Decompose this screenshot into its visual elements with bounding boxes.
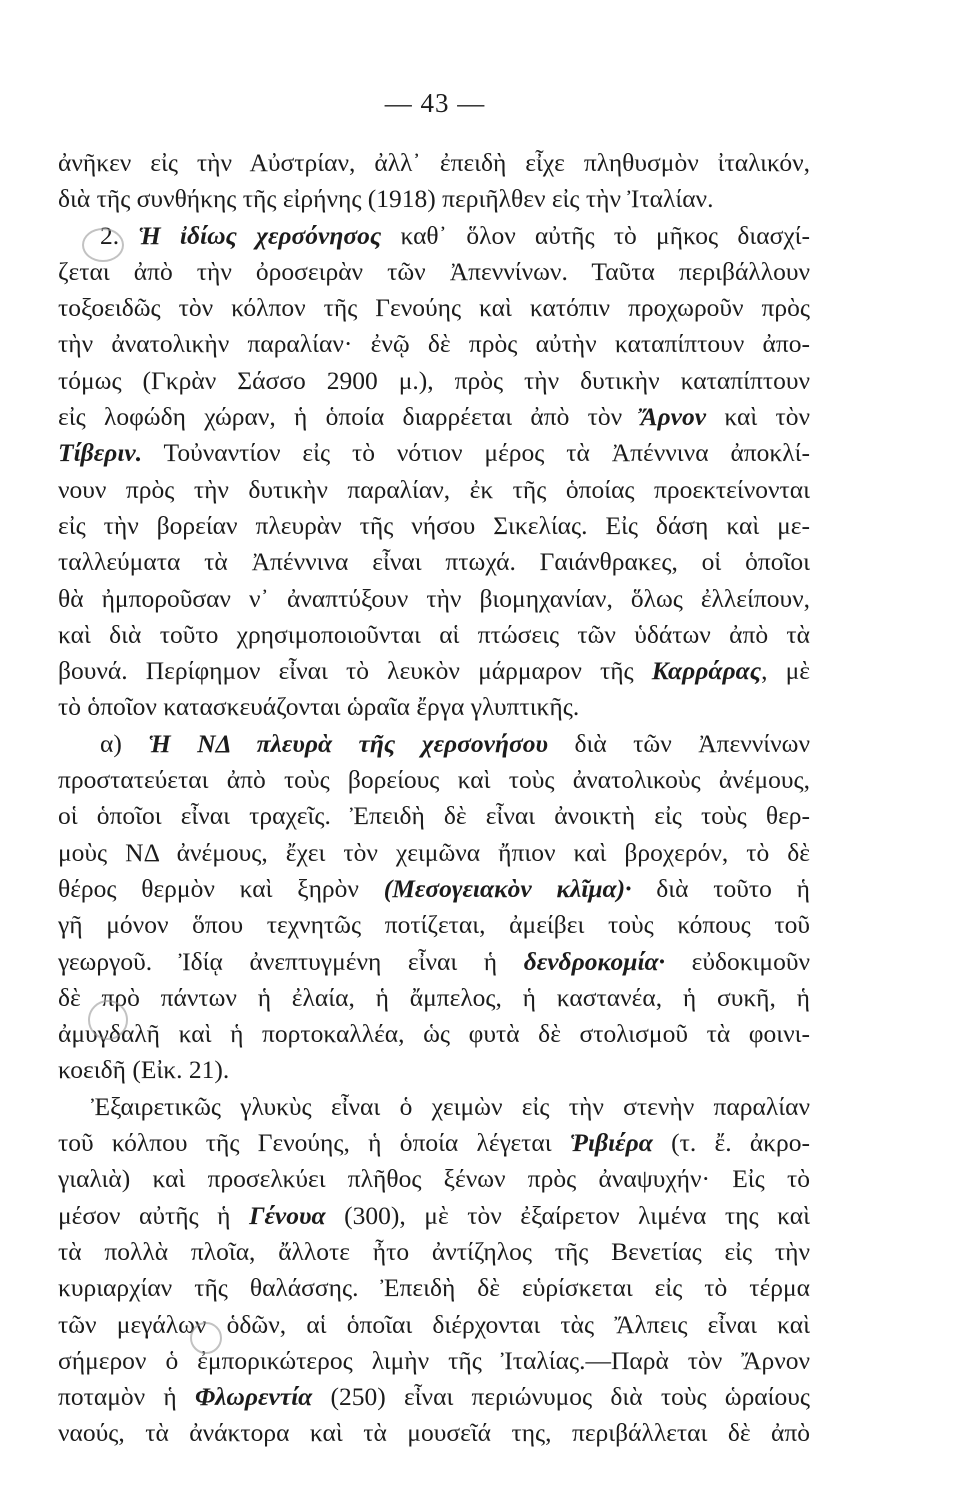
- pencil-mark-circle: [88, 1000, 128, 1040]
- text-run: καὶ διὰ τοῦτο χρησιμοποιοῦνται αἱ πτώσεις τῶν ὑδάτων ἀπὸ τὰ: [58, 619, 810, 649]
- text-line: [58, 472, 810, 508]
- text-line: [58, 1016, 810, 1052]
- text-line: [58, 1343, 810, 1379]
- emphasized-term: (Μεσογειακὸν κλῖμα)·: [383, 873, 632, 903]
- text-run: τοῦ κόλπου τῆς Γενούης, ἡ ὁποία λέγεται: [58, 1128, 570, 1158]
- text-run: δὲ πρὸ πάντων ἡ ἐλαία, ἡ ἄμπελος, ἡ καστανέα, ἡ συκῆ, ἡ: [58, 982, 810, 1012]
- text-line: [58, 762, 810, 798]
- text-line: [58, 1089, 810, 1125]
- emphasized-term: Ἡ ΝΔ πλευρὰ τῆς χερσονήσου: [148, 728, 548, 758]
- text-run: Ἐξαιρετικῶς γλυκὺς εἶναι ὁ χειμὼν εἰς τὴν στενὴν παραλίαν: [91, 1091, 810, 1121]
- text-run: εἰς τὴν βορείαν πλευρὰν τῆς νήσου Σικελίας. Εἰς δάση καὶ με-: [58, 510, 810, 540]
- text-line: [58, 1125, 810, 1161]
- text-run: θέρος θερμὸν καὶ ξηρὸν: [58, 873, 384, 903]
- text-run: ταλλεύματα τὰ Ἀπέννινα εἶναι πτωχά. Γαιάνθρακες, οἱ ὁποῖοι: [58, 547, 810, 577]
- text-run: (τ. ἔ. ἀκρο-: [652, 1128, 810, 1158]
- text-line: [58, 1198, 810, 1234]
- text-run: διὰ τῶν Ἀπεννίνων: [547, 728, 810, 758]
- text-run: Τοὐναντίον εἰς τὸ νότιον μέρος τὰ Ἀπέννινα ἀποκλί-: [142, 438, 810, 468]
- pencil-mark-circle: [190, 1322, 222, 1354]
- text-run: οἱ ὁποῖοι εἶναι τραχεῖς. Ἐπειδὴ δὲ εἶναι ἀνοικτὴ εἰς τοὺς θερ-: [58, 801, 810, 831]
- text-line: [58, 218, 810, 254]
- emphasized-term: Ἡ ἰδίως χερσόνησος: [138, 220, 382, 250]
- text-line: [58, 798, 810, 834]
- text-run: τοξοειδῶς τὸν κόλπον τῆς Γενούης καὶ κατόπιν προχωροῦν πρὸς: [58, 293, 810, 323]
- text-line: [58, 1307, 810, 1343]
- text-line: [58, 1052, 810, 1088]
- text-line: [58, 544, 810, 580]
- emphasized-term: Ἄρνον: [640, 402, 707, 432]
- text-line: [58, 617, 810, 653]
- text-line: [58, 689, 810, 725]
- text-run: θὰ ἠμποροῦσαν ν᾿ ἀναπτύξουν τὴν βιομηχανίαν, ὅλως ἐλλείπουν,: [58, 583, 810, 613]
- text-line: [58, 1379, 810, 1415]
- text-run: τῶν μεγάλων ὁδῶν, αἱ ὁποῖαι διέρχονται τὰς Ἄλπεις εἶναι καὶ: [58, 1309, 810, 1339]
- text-line: [58, 363, 810, 399]
- text-line: [58, 871, 810, 907]
- text-line: [58, 181, 810, 217]
- text-run: , μὲ: [761, 656, 810, 686]
- text-run: καθ᾿ ὅλον αὐτῆς τὸ μῆκος διασχί-: [381, 220, 810, 250]
- text-run: (300), μὲ τὸν ἐξαίρετον λιμένα της καὶ: [325, 1200, 810, 1230]
- pencil-mark-circle: [82, 228, 124, 262]
- text-run: γεωργοῦ. Ἰδίᾳ ἀνεπτυγμένη εἶναι ἡ: [58, 946, 524, 976]
- text-line: [58, 581, 810, 617]
- text-run: τὸ ὁποῖον κατασκευάζονται ὡραῖα ἔργα γλυπτικῆς.: [58, 692, 580, 722]
- text-run: α): [100, 728, 149, 758]
- text-line: [58, 508, 810, 544]
- text-run: 2.: [100, 220, 139, 250]
- text-run: ποταμὸν ἡ: [58, 1382, 195, 1412]
- text-run: διὰ τῆς συνθήκης τῆς εἰρήνης (1918) περιῆλθεν εἰς τὴν Ἰταλίαν.: [58, 184, 714, 214]
- emphasized-term: Φλωρεντία: [194, 1382, 313, 1412]
- text-run: σήμερον ὁ ἐμπορικώτερος λιμὴν τῆς Ἰταλίας.—Παρὰ τὸν Ἄρνον: [58, 1345, 810, 1375]
- text-run: διὰ τοῦτο ἡ: [631, 873, 810, 903]
- text-line: [58, 145, 810, 181]
- text-line: [58, 1270, 810, 1306]
- text-run: μέσον αὐτῆς ἡ: [58, 1200, 250, 1230]
- text-line: [58, 907, 810, 943]
- text-run: εὐδοκιμοῦν: [665, 946, 810, 976]
- text-run: κυριαρχίαν τῆς θαλάσσης. Ἐπειδὴ δὲ εὑρίσκεται εἰς τὸ τέρμα: [58, 1273, 810, 1303]
- emphasized-term: Τίβεριν.: [58, 438, 143, 468]
- text-line: [58, 326, 810, 362]
- text-run: τὴν ἀνατολικὴν παραλίαν· ἐνῷ δὲ πρὸς αὐτὴν καταπίπτουν ἀπο-: [58, 329, 810, 359]
- text-run: τόμως (Γκρὰν Σάσσο 2900 μ.), πρὸς τὴν δυτικὴν καταπίπτουν: [58, 365, 810, 395]
- text-line: [58, 1415, 810, 1451]
- text-run: ἀνῆκεν εἰς τὴν Αὐστρίαν, ἀλλ᾿ ἐπειδὴ εἶχε πληθυσμὸν ἰταλικόν,: [58, 148, 810, 177]
- text-body: [58, 145, 810, 1452]
- text-run: μοὺς ΝΔ ἀνέμους, ἔχει τὸν χειμῶνα ἤπιον καὶ βροχερόν, τὸ δὲ: [58, 837, 810, 867]
- text-run: εἰς λοφώδη χώραν, ἡ ὁποία διαρρέεται ἀπὸ τὸν: [58, 402, 641, 432]
- text-run: νουν πρὸς τὴν δυτικὴν παραλίαν, ἐκ τῆς ὁποίας προεκτείνονται: [58, 474, 810, 504]
- text-run: ναούς, τὰ ἀνάκτορα καὶ τὰ μουσεῖά της, περιβάλλεται δὲ ἀπὸ: [58, 1418, 810, 1448]
- emphasized-term: Ῥιβιέρα: [569, 1128, 653, 1158]
- text-run: ζεται ἀπὸ τὴν ὀροσειρὰν τῶν Ἀπεννίνων. Ταῦτα περιβάλλουν: [58, 256, 810, 286]
- emphasized-term: Γένουα: [249, 1200, 326, 1230]
- text-line: [58, 980, 810, 1016]
- page-number: — 43 —: [384, 88, 486, 118]
- text-run: βουνά. Περίφημον εἶναι τὸ λευκὸν μάρμαρον τῆς: [58, 656, 652, 686]
- text-line: [58, 944, 810, 980]
- text-run: γῆ μόνον ὅπου τεχνητῶς ποτίζεται, ἀμείβει τοὺς κόπους τοῦ: [58, 910, 810, 940]
- emphasized-term: δενδροκομία·: [523, 946, 666, 976]
- text-run: κοειδῆ (Εἰκ. 21).: [58, 1055, 230, 1085]
- text-line: [58, 435, 810, 471]
- emphasized-term: Καρράρας: [651, 656, 762, 686]
- text-run: (250) εἶναι περιώνυμος διὰ τοὺς ὡραίους: [312, 1382, 810, 1412]
- text-line: [58, 726, 810, 762]
- text-line: [58, 1161, 810, 1197]
- text-run: τὰ πολλὰ πλοῖα, ἄλλοτε ἦτο ἀντίζηλος τῆς Βενετίας εἰς τὴν: [58, 1236, 810, 1266]
- text-run: γιαλιὰ) καὶ προσελκύει πλῆθος ξένων πρὸς ἀναψυχήν· Εἰς τὸ: [58, 1164, 810, 1194]
- text-line: [58, 653, 810, 689]
- text-run: προστατεύεται ἀπὸ τοὺς βορείους καὶ τοὺς ἀνατολικοὺς ἀνέμους,: [58, 765, 810, 795]
- text-line: [58, 254, 810, 290]
- text-run: καὶ τὸν: [706, 402, 811, 432]
- text-run: ἀμυγδαλῆ καὶ ἡ πορτοκαλλέα, ὡς φυτὰ δὲ στολισμοῦ τὰ φοινι-: [58, 1019, 810, 1049]
- text-line: [58, 1234, 810, 1270]
- text-line: [58, 399, 810, 435]
- text-line: [58, 835, 810, 871]
- text-line: [58, 290, 810, 326]
